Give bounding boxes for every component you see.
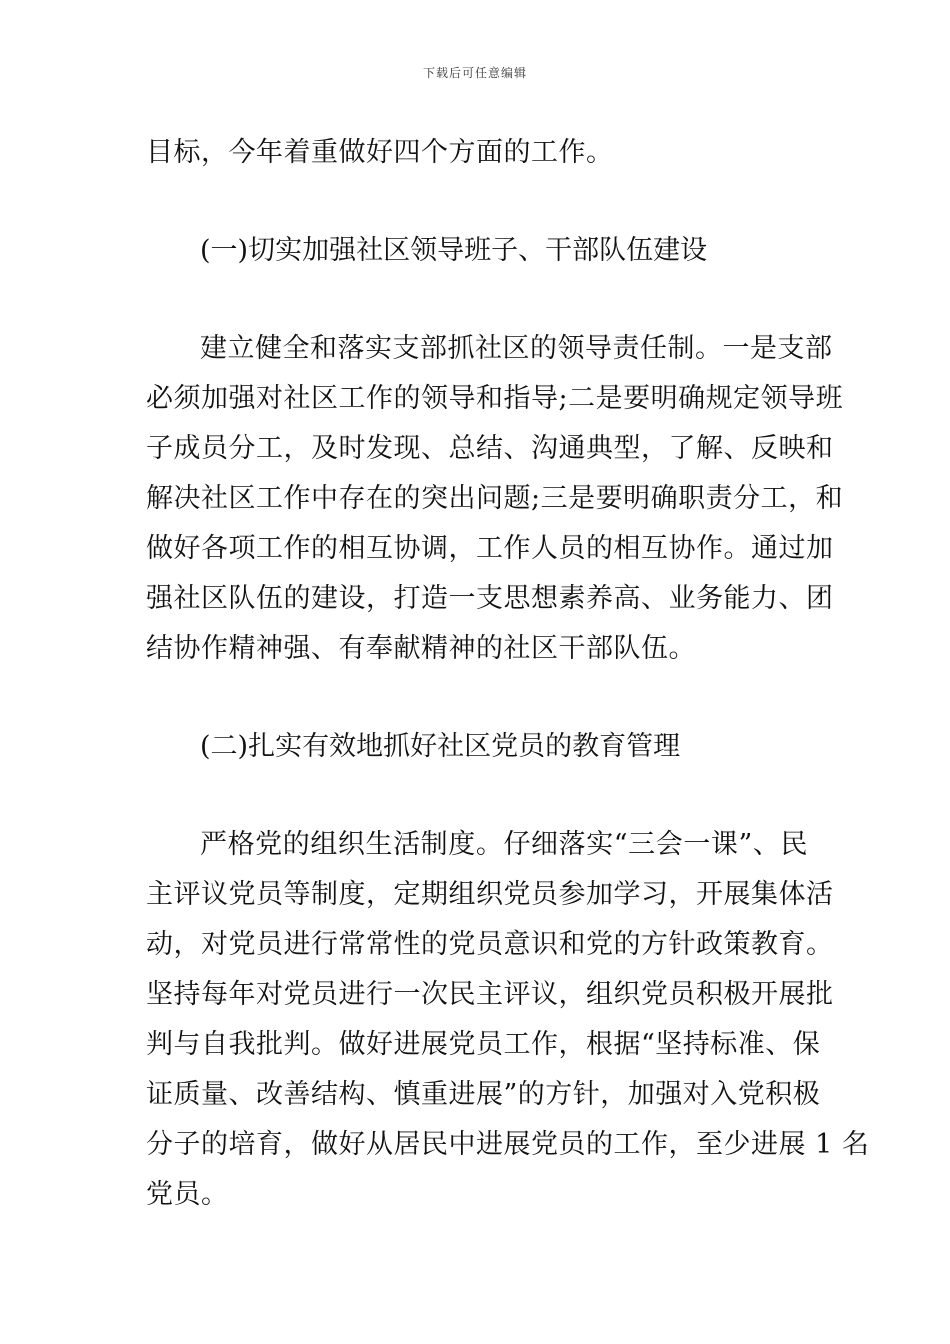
section-1-heading: (一)切实加强社区领导班子、干部队伍建设 (200, 235, 708, 266)
paragraph-line: 分子的培育，做好从居民中进展党员的工作，至少进展 1 名 (146, 1129, 870, 1160)
paragraph-line: 动，对党员进行常常性的党员意识和党的方针政策教育。 (146, 929, 834, 960)
paragraph-line: 建立健全和落实支部抓社区的领导责任制。一是支部 (200, 333, 833, 364)
paragraph-line: 严格党的组织生活制度。仔细落实“三会一课”、民 (200, 829, 808, 860)
paragraph-line: 强社区队伍的建设，打造一支思想素养高、业务能力、团 (146, 583, 834, 614)
paragraph-line: 解决社区工作中存在的突出问题;三是要明确职责分工，和 (146, 483, 844, 514)
paragraph-line: 结协作精神强、有奉献精神的社区干部队伍。 (146, 633, 696, 664)
intro-line: 目标，今年着重做好四个方面的工作。 (146, 137, 614, 168)
paragraph-line: 坚持每年对党员进行一次民主评议，组织党员积极开展批 (146, 979, 834, 1010)
paragraph-gap (146, 674, 808, 722)
section-2-paragraph (146, 820, 870, 1220)
paragraph-line: 必须加强对社区工作的领导和指导;二是要明确规定领导班 (146, 383, 844, 414)
paragraph-line: 判与自我批判。做好进展党员工作，根据“坚持标准、保 (146, 1029, 821, 1060)
page-header: 下载后可任意编辑 (422, 66, 527, 80)
document-body (146, 128, 870, 1220)
section-1-paragraph (146, 324, 844, 674)
paragraph-line: 主评议党员等制度，定期组织党员参加学习，开展集体活 (146, 879, 834, 910)
paragraph-gap (146, 276, 808, 324)
paragraph-line: 子成员分工，及时发现、总结、沟通典型，了解、反映和 (146, 433, 834, 464)
paragraph-gap (146, 178, 808, 226)
paragraph-line: 做好各项工作的相互协调，工作人员的相互协作。通过加 (146, 533, 834, 564)
section-2-heading: (二)扎实有效地抓好社区党员的教育管理 (200, 731, 681, 762)
paragraph-line: 证质量、改善结构、慎重进展”的方针，加强对入党积极 (146, 1079, 821, 1110)
paragraph-line: 党员。 (146, 1179, 229, 1210)
paragraph-gap (146, 772, 808, 820)
